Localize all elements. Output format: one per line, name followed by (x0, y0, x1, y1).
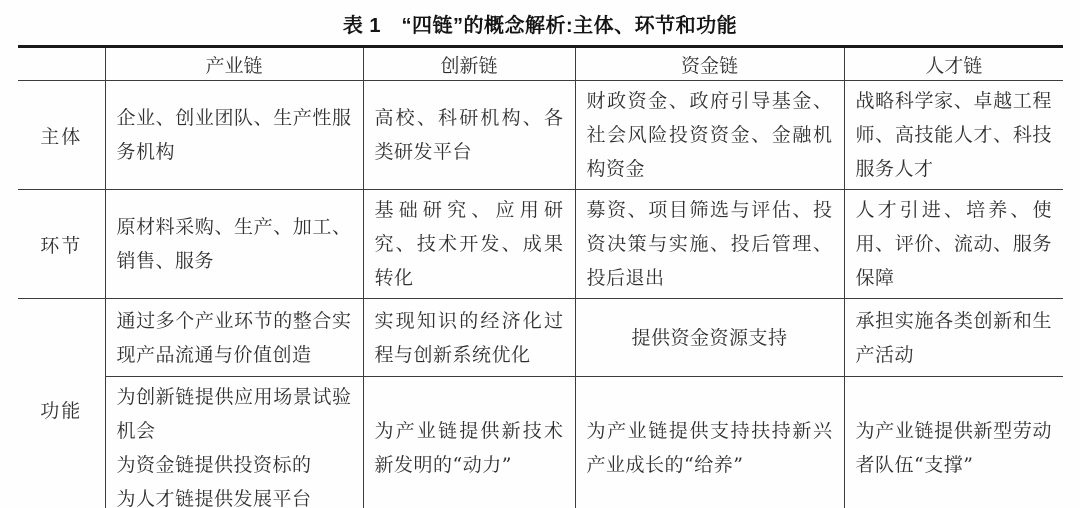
function-b-industry-line-2: 为资金链提供投资标的 (116, 454, 312, 476)
corner-cell (18, 47, 105, 81)
cell-function-b-talent: 为产业链提供新型劳动者队伍“支撑” (844, 377, 1063, 508)
concept-table (18, 45, 1063, 508)
cell-subject-talent: 战略科学家、卓越工程师、高技能人才、科技服务人才 (844, 81, 1063, 190)
row-subject (18, 81, 1063, 190)
cell-function-a-innovation: 实现知识的经济化过程与创新系统优化 (363, 299, 575, 377)
cell-subject-innovation: 高校、科研机构、各类研发平台 (363, 81, 575, 190)
cell-link-industry: 原材料采购、生产、加工、销售、服务 (105, 190, 363, 299)
row-function-a (18, 299, 1063, 377)
column-header-industry-chain: 产业链 (105, 47, 363, 81)
column-header-innovation-chain: 创新链 (363, 47, 575, 81)
function-b-industry-line-1: 为创新链提供应用场景试验机会 (116, 386, 352, 442)
header-row (18, 47, 1063, 81)
function-b-industry-line-3: 为人才链提供发展平台 (116, 488, 312, 508)
cell-function-b-industry (105, 377, 363, 508)
column-header-capital-chain: 资金链 (575, 47, 844, 81)
cell-function-a-talent: 承担实施各类创新和生产活动 (844, 299, 1063, 377)
row-label-subject: 主体 (18, 81, 105, 190)
cell-link-talent: 人才引进、培养、使用、评价、流动、服务保障 (844, 190, 1063, 299)
row-function-b (18, 377, 1063, 508)
row-label-link: 环节 (18, 190, 105, 299)
cell-function-a-capital: 提供资金资源支持 (575, 299, 844, 377)
cell-function-a-industry: 通过多个产业环节的整合实现产品流通与价值创造 (105, 299, 363, 377)
cell-link-capital: 募资、项目筛选与评估、投资决策与实施、投后管理、投后退出 (575, 190, 844, 299)
cell-link-innovation: 基础研究、应用研究、技术开发、成果转化 (363, 190, 575, 299)
cell-function-b-innovation: 为产业链提供新技术新发明的“动力” (363, 377, 575, 508)
row-label-function: 功能 (40, 399, 83, 422)
column-header-talent-chain: 人才链 (844, 47, 1063, 81)
cell-subject-industry: 企业、创业团队、生产性服务机构 (105, 81, 363, 190)
row-link (18, 190, 1063, 299)
cell-function-b-capital: 为产业链提供支持扶持新兴产业成长的“给养” (575, 377, 844, 508)
cell-subject-capital: 财政资金、政府引导基金、社会风险投资资金、金融机构资金 (575, 81, 844, 190)
table-title: 表 1 “四链”的概念解析:主体、环节和功能 (342, 15, 738, 37)
